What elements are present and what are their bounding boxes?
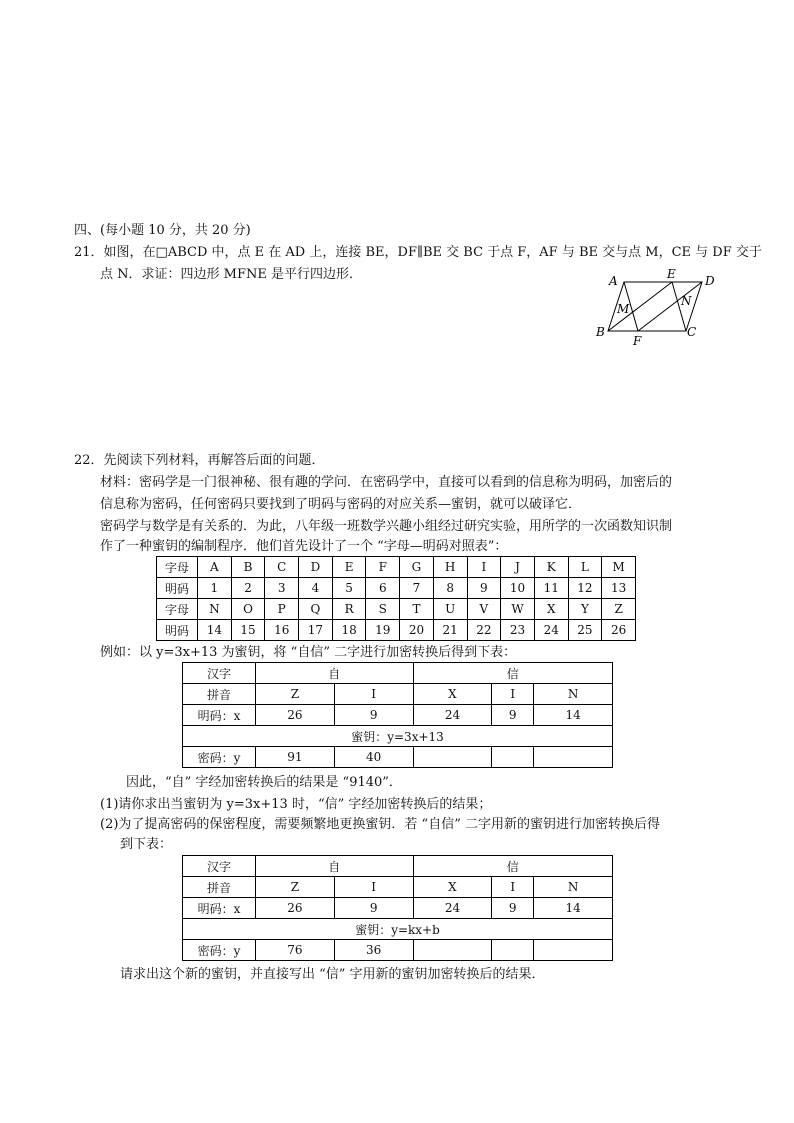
table-cell: 明码: [157, 578, 198, 599]
table-cell: 91: [256, 747, 335, 768]
q21-text-line1: 21．如图，在□ABCD 中，点 E 在 AD 上，连接 BE，DF∥BE 交 BC 于点 F，AF 与 BE 交与点 M，CE 与 DF 交于: [74, 245, 762, 260]
table-cell: 9: [492, 898, 534, 919]
table-cell: 13: [602, 578, 636, 599]
encryption-table-1: [182, 662, 613, 768]
table-cell: 15: [231, 620, 265, 641]
table-cell: B: [231, 557, 265, 578]
table-cell: Z: [256, 684, 335, 705]
table-cell: 24: [413, 705, 492, 726]
table-row: [183, 747, 613, 768]
table-cell: I: [492, 877, 534, 898]
table-cell: P: [265, 599, 299, 620]
table-cell: 24: [534, 620, 568, 641]
table-cell: I: [467, 557, 501, 578]
table-cell: 26: [256, 705, 335, 726]
table-row: [183, 705, 613, 726]
label-d: D: [705, 274, 715, 288]
table-cell: 25: [568, 620, 602, 641]
table-cell: L: [568, 557, 602, 578]
label-m: M: [617, 302, 630, 316]
table-cell: F: [366, 557, 400, 578]
table-cell: Q: [299, 599, 333, 620]
table-cell: 自: [256, 856, 414, 877]
label-c: C: [687, 325, 697, 339]
table-cell: 明码: [157, 620, 198, 641]
table-cell: 密码：y: [183, 747, 256, 768]
q22-part1: (1)请你求出当蜜钥为 y=3x+13 时，“信” 字经加密转换后的结果；: [100, 797, 492, 812]
table-cell: 字母: [157, 557, 198, 578]
table-row: [183, 726, 613, 747]
table-cell: R: [332, 599, 366, 620]
table-cell: N: [534, 684, 613, 705]
table-cell: I: [492, 684, 534, 705]
q22-final-line: 请求出这个新的蜜钥，并直接写出 “信” 字用新的蜜钥加密转换后的结果．: [120, 967, 545, 982]
table-cell: W: [501, 599, 535, 620]
table-row: [183, 663, 613, 684]
table-cell: 19: [366, 620, 400, 641]
table-cell: [492, 747, 534, 768]
table-cell: 9: [334, 705, 413, 726]
table-cell: 9: [492, 705, 534, 726]
table-cell: 蜜钥：y=kx+b: [183, 919, 613, 940]
table-cell: [534, 940, 613, 961]
table-cell: T: [400, 599, 434, 620]
table-cell: [492, 940, 534, 961]
table-cell: 9: [334, 898, 413, 919]
table-cell: 9: [467, 578, 501, 599]
table-cell: A: [198, 557, 232, 578]
q22-material-line2: 信息称为密码，任何密码只要找到了明码与密码的对应关系—蜜钥，就可以破译它．: [100, 497, 582, 512]
table-row: [183, 898, 613, 919]
table-cell: I: [334, 684, 413, 705]
section-header: 四、(每小题 10 分，共 20 分): [74, 223, 251, 238]
table-cell: O: [231, 599, 265, 620]
table-cell: 6: [366, 578, 400, 599]
table-cell: Z: [256, 877, 335, 898]
table-cell: 14: [198, 620, 232, 641]
label-e: E: [667, 268, 676, 281]
table-cell: 密码：y: [183, 940, 256, 961]
q22-material-line3: 密码学与数学是有关系的．为此，八年级一班数学兴趣小组经过研究实验，用所学的一次函数知识制: [100, 519, 673, 534]
table-cell: [413, 940, 492, 961]
table-cell: J: [501, 557, 535, 578]
table-cell: D: [299, 557, 333, 578]
table-cell: H: [433, 557, 467, 578]
table-cell: 5: [332, 578, 366, 599]
table-cell: 26: [602, 620, 636, 641]
table-cell: 7: [400, 578, 434, 599]
table-cell: 76: [256, 940, 335, 961]
table-cell: 8: [433, 578, 467, 599]
q22-part2-line2: 到下表：: [120, 837, 173, 852]
table-cell: 信: [413, 856, 612, 877]
table-cell: [413, 747, 492, 768]
q22-conclusion: 因此，“自” 字经加密转换后的结果是 “9140”．: [126, 775, 402, 790]
table-cell: N: [534, 877, 613, 898]
q22-material-line1: 材料：密码学是一门很神秘、很有趣的学问．在密码学中，直接可以看到的信息称为明码，加密后的: [100, 475, 673, 490]
label-n: N: [681, 294, 692, 308]
table-row: [183, 877, 613, 898]
q22-intro: 22．先阅读下列材料，再解答后面的问题．: [74, 453, 325, 468]
table-cell: [534, 747, 613, 768]
table-cell: 21: [433, 620, 467, 641]
table-cell: X: [534, 599, 568, 620]
table-cell: X: [413, 877, 492, 898]
table-cell: K: [534, 557, 568, 578]
table-row: [183, 940, 613, 961]
letter-code-table: [156, 556, 636, 641]
table-cell: 11: [534, 578, 568, 599]
table-cell: 20: [400, 620, 434, 641]
table-cell: 24: [413, 898, 492, 919]
table-cell: 拼音: [183, 684, 256, 705]
label-b: B: [596, 325, 605, 339]
table-cell: 12: [568, 578, 602, 599]
label-f: F: [633, 334, 642, 348]
table-cell: 汉字: [183, 663, 256, 684]
table-cell: X: [413, 684, 492, 705]
table-cell: 明码：x: [183, 898, 256, 919]
table-cell: 信: [413, 663, 612, 684]
table-row: [183, 684, 613, 705]
table-cell: 1: [198, 578, 232, 599]
table-cell: G: [400, 557, 434, 578]
table-cell: 18: [332, 620, 366, 641]
table-cell: Y: [568, 599, 602, 620]
table-cell: 14: [534, 705, 613, 726]
table-cell: 字母: [157, 599, 198, 620]
table-row: [183, 856, 613, 877]
segment-df: [638, 282, 702, 331]
table-cell: N: [198, 599, 232, 620]
table-cell: 17: [299, 620, 333, 641]
table-cell: 蜜钥：y=3x+13: [183, 726, 613, 747]
table-cell: S: [366, 599, 400, 620]
table-cell: 22: [467, 620, 501, 641]
table-cell: 拼音: [183, 877, 256, 898]
q21-text-line2: 点 N．求证：四边形 MFNE 是平行四边形．: [100, 267, 362, 282]
table-cell: C: [265, 557, 299, 578]
label-a: A: [609, 274, 618, 288]
q22-part2-line1: (2)为了提高密码的保密程度，需要频繁地更换蜜钥．若 “自信” 二字用新的蜜钥进行加密转换后得: [100, 817, 660, 832]
table-row: [157, 620, 636, 641]
table-cell: 10: [501, 578, 535, 599]
table-cell: 40: [334, 747, 413, 768]
table-row: [157, 557, 636, 578]
table-row: [183, 919, 613, 940]
table-cell: E: [332, 557, 366, 578]
q22-example-line: 例如：以 y=3x+13 为蜜钥，将 “自信” 二字进行加密转换后得到下表：: [100, 645, 517, 660]
table-row: [157, 599, 636, 620]
table-cell: Z: [602, 599, 636, 620]
encryption-table-2: [182, 855, 613, 961]
table-cell: 3: [265, 578, 299, 599]
table-cell: 14: [534, 898, 613, 919]
parallelogram-figure: [590, 268, 720, 350]
table-cell: 36: [334, 940, 413, 961]
table-cell: 明码：x: [183, 705, 256, 726]
q22-material-line4: 作了一种蜜钥的编制程序．他们首先设计了一个 “字母—明码对照表”：: [100, 539, 508, 554]
table-cell: M: [602, 557, 636, 578]
table-cell: 23: [501, 620, 535, 641]
table-cell: 2: [231, 578, 265, 599]
table-cell: 16: [265, 620, 299, 641]
table-cell: I: [334, 877, 413, 898]
table-cell: 26: [256, 898, 335, 919]
table-cell: 汉字: [183, 856, 256, 877]
table-row: [157, 578, 636, 599]
table-cell: U: [433, 599, 467, 620]
table-cell: V: [467, 599, 501, 620]
table-cell: 4: [299, 578, 333, 599]
table-cell: 自: [256, 663, 414, 684]
